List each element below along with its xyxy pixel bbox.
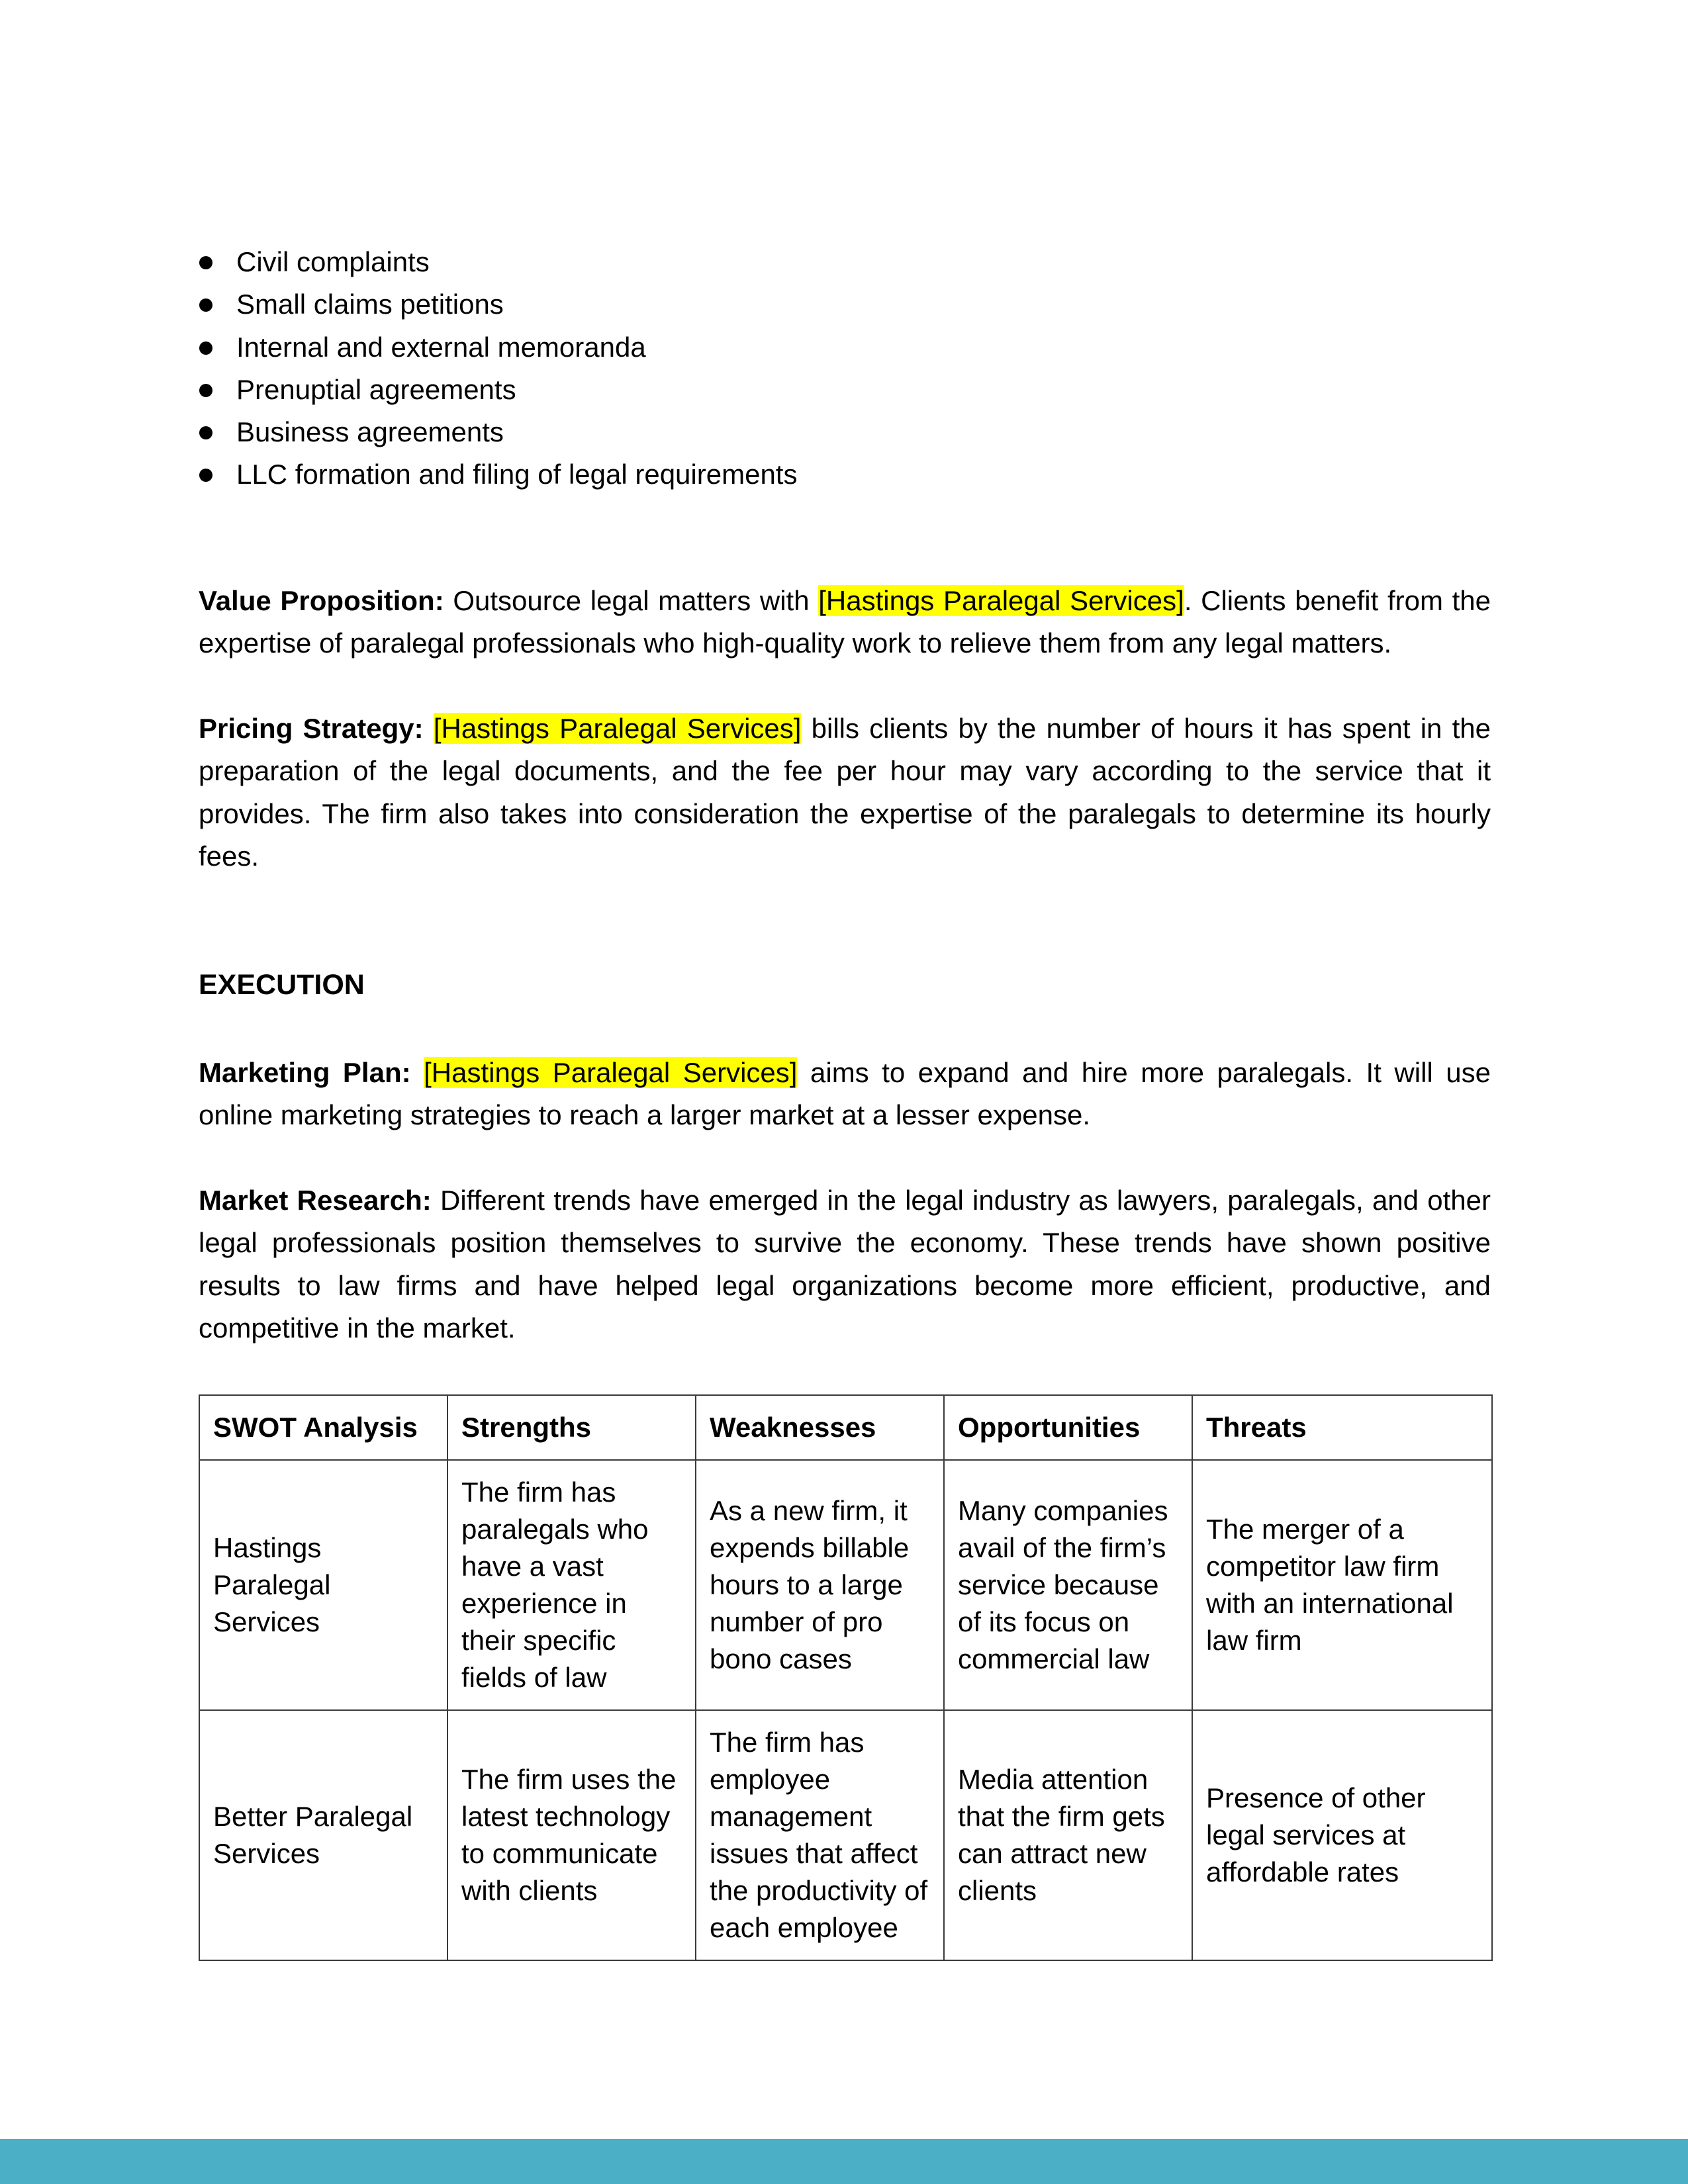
pricing-strategy-text: bills clients by the number of hours it has spent in the preparation of the legal documents, and the fee per hour may vary according to the service that it provides. The firm also takes into consideration the expertise of the paralegals to determine its hourly fees.	[199, 713, 1491, 872]
table-cell: The firm has paralegals who have a vast experience in their specific fields of law	[447, 1460, 696, 1710]
swot-analysis-table	[199, 1394, 1493, 1961]
execution-heading: EXECUTION	[199, 969, 365, 1001]
table-header-cell: Weaknesses	[696, 1395, 944, 1460]
list-item	[199, 283, 797, 326]
table-row	[199, 1460, 1492, 1710]
bullet-icon	[199, 384, 212, 397]
list-item	[199, 411, 797, 453]
list-item	[199, 326, 797, 369]
list-item-text: Business agreements	[236, 416, 504, 448]
company-name-highlight: [Hastings Paralegal Services]	[818, 585, 1184, 616]
bullet-icon	[199, 256, 212, 269]
list-item-text: LLC formation and filing of legal requirements	[236, 459, 798, 490]
table-row	[199, 1710, 1492, 1960]
list-item-text: Civil complaints	[236, 246, 430, 277]
value-proposition-text-before: Outsource legal matters with	[444, 585, 819, 616]
table-cell: Presence of other legal services at affordable rates	[1192, 1710, 1492, 1960]
company-name-highlight: [Hastings Paralegal Services]	[424, 1057, 798, 1088]
table-header-cell: SWOT Analysis	[199, 1395, 447, 1460]
pricing-strategy-label: Pricing Strategy:	[199, 713, 424, 744]
list-item-text: Prenuptial agreements	[236, 373, 516, 405]
services-bullet-list	[199, 241, 797, 496]
list-item-text: Internal and external memoranda	[236, 331, 646, 363]
footer-color-band	[0, 2139, 1688, 2184]
table-cell: Many companies avail of the firm’s service because of its focus on commercial law	[944, 1460, 1192, 1710]
market-research-label: Market Research:	[199, 1185, 432, 1216]
table-header-cell: Opportunities	[944, 1395, 1192, 1460]
table-cell: Hastings Paralegal Services	[199, 1460, 447, 1710]
bullet-icon	[199, 341, 212, 355]
value-proposition-text-after: . Clients benefit from the expertise of paralegal professionals who high-quality work to relieve them from any legal matters.	[199, 585, 1491, 659]
marketing-plan-paragraph	[199, 1052, 1491, 1137]
list-item-text: Small claims petitions	[236, 289, 504, 320]
value-proposition-paragraph	[199, 580, 1491, 665]
table-cell: Media attention that the firm gets can attract new clients	[944, 1710, 1192, 1960]
bullet-icon	[199, 298, 212, 312]
market-research-paragraph	[199, 1179, 1491, 1349]
list-item	[199, 369, 797, 411]
table-cell: Better Paralegal Services	[199, 1710, 447, 1960]
list-item	[199, 453, 797, 496]
table-header-cell: Strengths	[447, 1395, 696, 1460]
value-proposition-label: Value Proposition:	[199, 585, 444, 616]
table-header-cell: Threats	[1192, 1395, 1492, 1460]
table-cell: The firm uses the latest technology to communicate with clients	[447, 1710, 696, 1960]
bullet-icon	[199, 469, 212, 482]
company-name-highlight: [Hastings Paralegal Services]	[433, 713, 802, 744]
table-cell: The firm has employee management issues that affect the productivity of each employee	[696, 1710, 944, 1960]
market-research-text: Different trends have emerged in the legal industry as lawyers, paralegals, and other legal professionals position themselves to survive the economy. These trends have shown positive results to law firms and have helped legal organizations become more efficient, productive, and competitive in the market.	[199, 1185, 1491, 1343]
table-header-row	[199, 1395, 1492, 1460]
table-cell: The merger of a competitor law firm with an international law firm	[1192, 1460, 1492, 1710]
marketing-plan-label: Marketing Plan:	[199, 1057, 411, 1088]
pricing-strategy-paragraph	[199, 707, 1491, 878]
list-item	[199, 241, 797, 283]
table-cell: As a new firm, it expends billable hours to a large number of pro bono cases	[696, 1460, 944, 1710]
marketing-plan-text: aims to expand and hire more paralegals. It will use online marketing strategies to reach a larger market at a lesser expense.	[199, 1057, 1491, 1131]
bullet-icon	[199, 426, 212, 439]
